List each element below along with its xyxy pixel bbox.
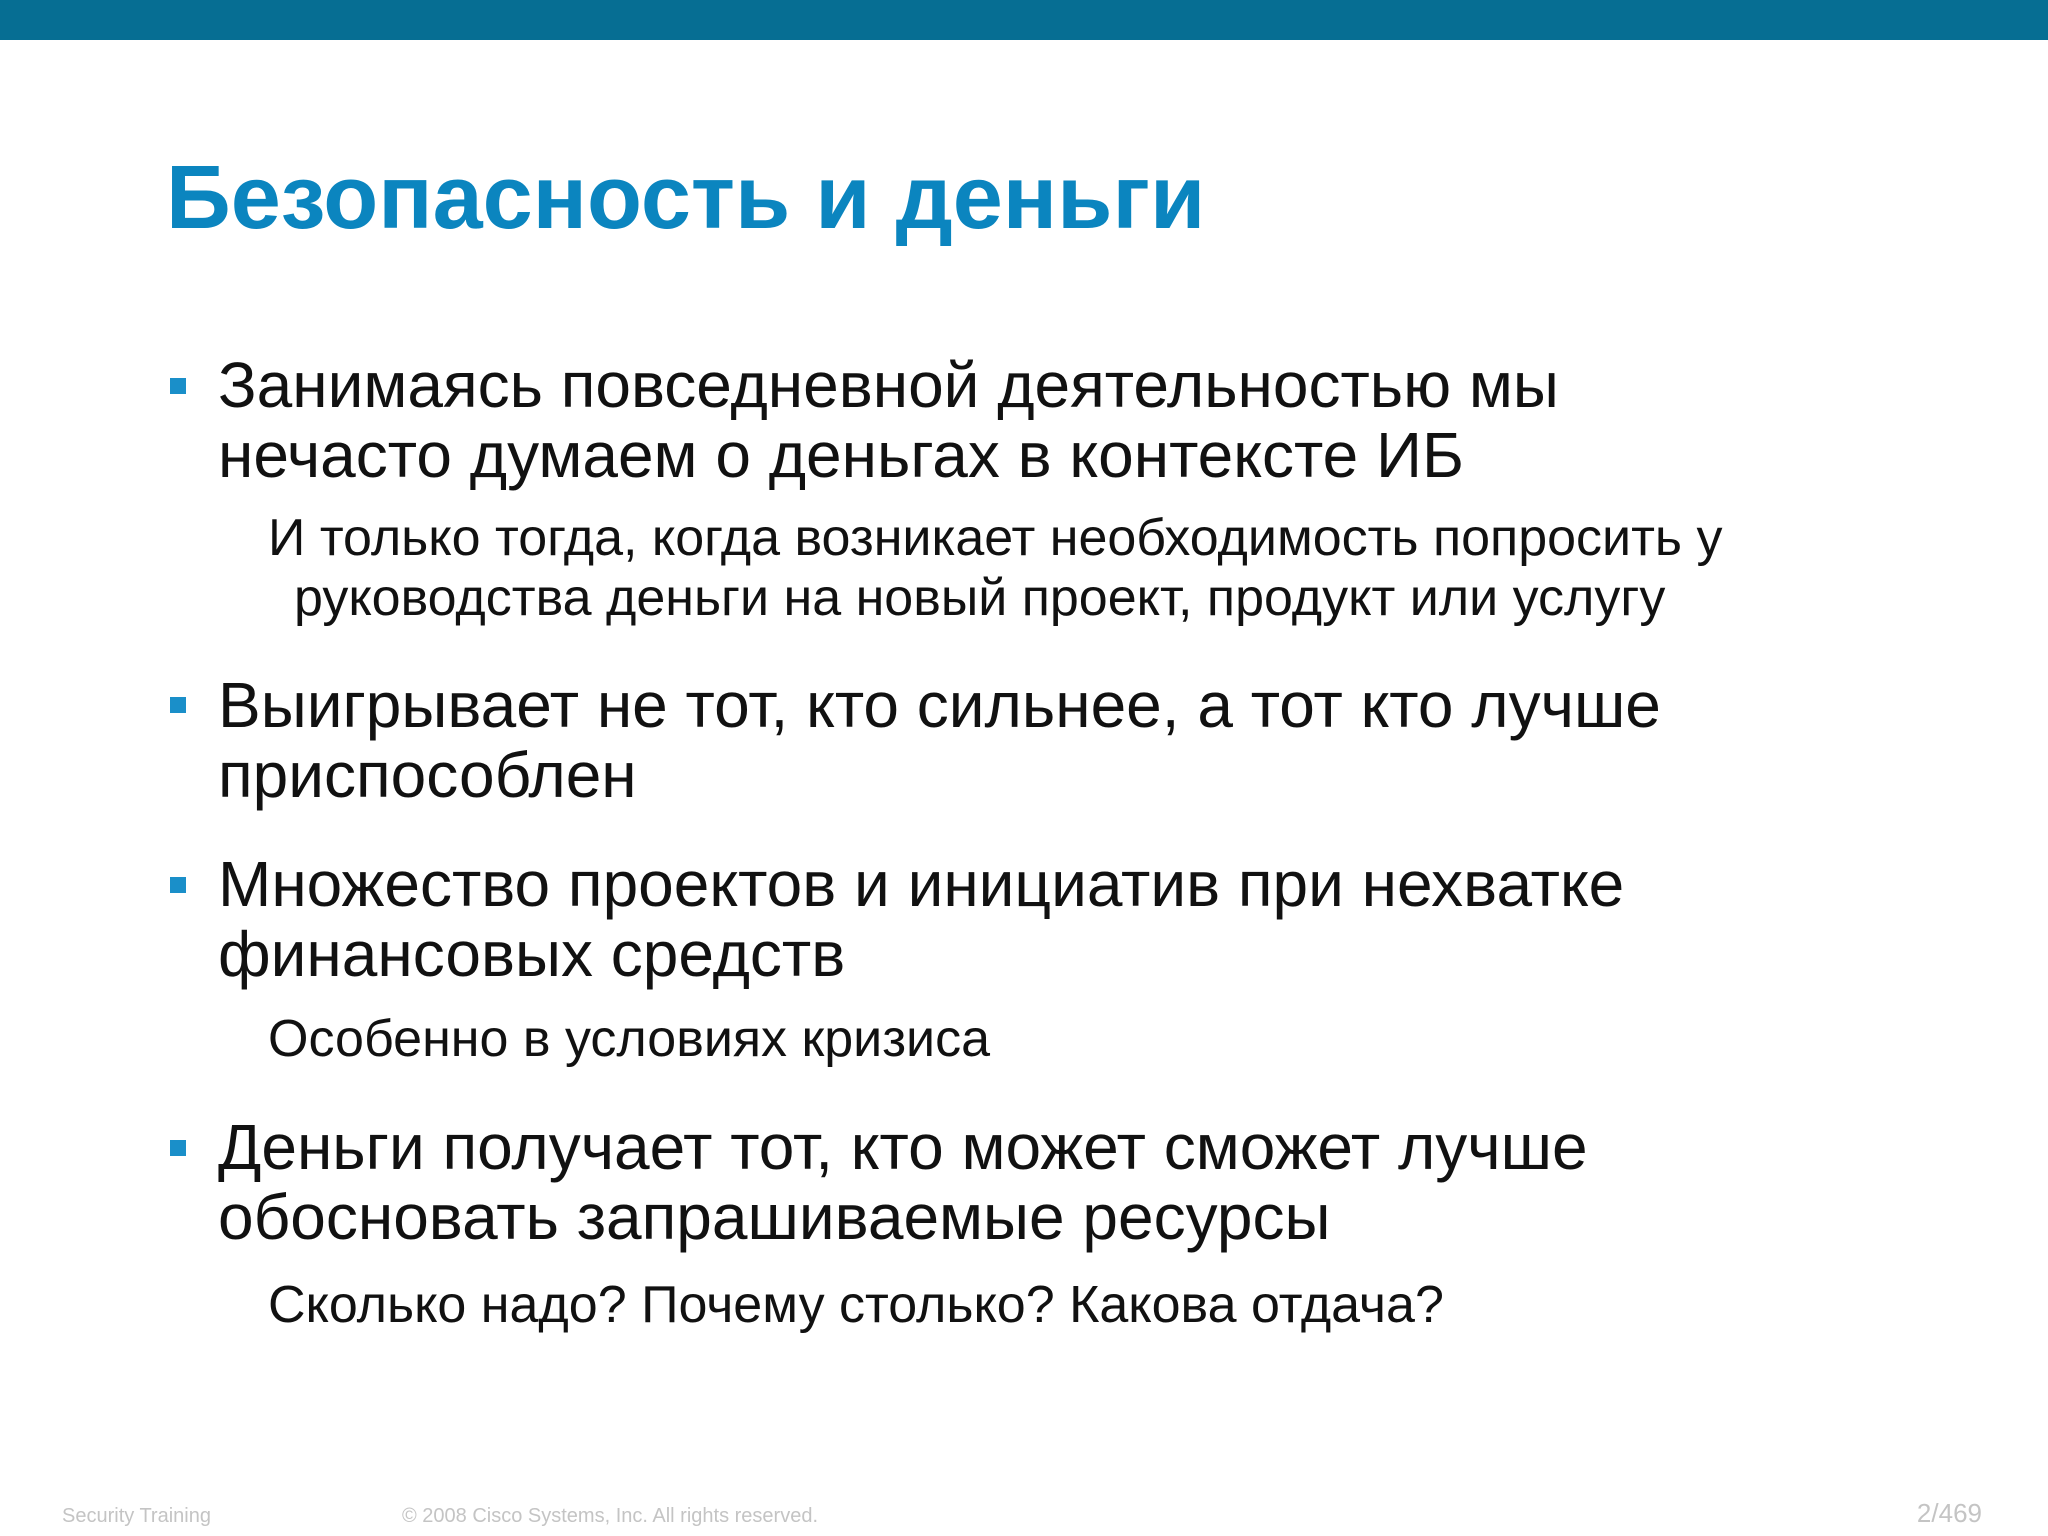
sub-text: руководства деньги на новый проект, продукт или услугу [294, 569, 1666, 627]
bullet-item-1 [218, 350, 1559, 490]
sub-item-4 [268, 1275, 1444, 1335]
bullet-text: Выигрывает не тот, кто сильнее, а тот кто лучше [218, 669, 1661, 741]
sub-item-3 [268, 1009, 990, 1069]
bullet-item-3 [218, 849, 1624, 989]
bullet-text: Множество проектов и инициатив при нехватке [218, 848, 1625, 920]
sub-text: Сколько надо? Почему столько? Какова отдача? [268, 1276, 1444, 1334]
sub-text: Особенно в условиях кризиса [268, 1010, 991, 1068]
bullet-marker [170, 877, 186, 893]
bullet-marker [170, 378, 186, 394]
sub-item-1 [268, 508, 1722, 628]
bullet-text: Деньги получает тот, кто может сможет лучше [218, 1111, 1588, 1183]
slide-title: Безопасность и деньги [166, 148, 1206, 248]
footer-copyright: © 2008 Cisco Systems, Inc. All rights reserved. [402, 1505, 819, 1527]
page-number: 2/469 [1916, 1498, 1982, 1528]
sub-text: И только тогда, когда возникает необходимость попросить у [268, 509, 1723, 567]
bullet-text: обосновать запрашиваемые ресурсы [218, 1181, 1331, 1253]
bullet-text: приспособлен [218, 739, 637, 811]
bullet-marker [170, 1140, 186, 1156]
bullet-text: нечасто думаем о деньгах в контексте ИБ [218, 419, 1464, 491]
bullet-item-2 [218, 670, 1661, 810]
bullet-item-4 [218, 1112, 1588, 1252]
bullet-text: финансовых средств [218, 918, 846, 990]
bullet-marker [170, 697, 186, 713]
footer-course-label: Security Training [62, 1505, 211, 1527]
bullet-text: Занимаясь повседневной деятельностью мы [218, 349, 1559, 421]
header-bar [0, 0, 2048, 40]
